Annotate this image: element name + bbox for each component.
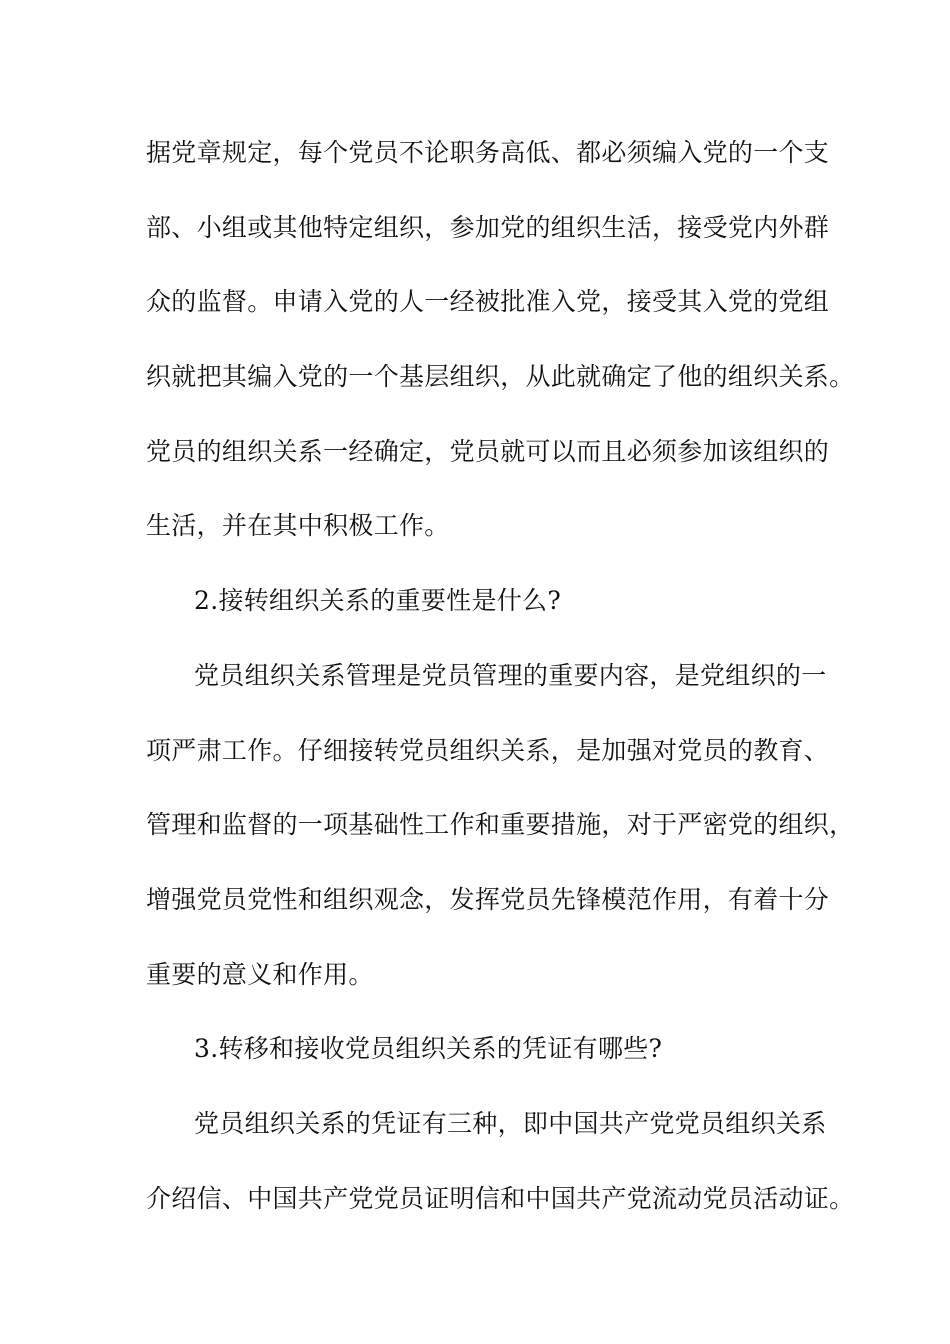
text-line: 党员组织关系的凭证有三种，即中国共产党党员组织关系: [194, 1108, 827, 1138]
text-line: 重要的意义和作用。: [146, 959, 374, 989]
section-heading: 2.接转组织关系的重要性是什么?: [194, 586, 562, 616]
text-line: 织就把其编入党的一个基层组织，从此就确定了他的组织关系。: [146, 362, 855, 392]
text-line: 据党章规定，每个党员不论职务高低、都必须编入党的一个支: [146, 138, 830, 167]
text-line: 党员组织关系管理是党员管理的重要内容，是党组织的一: [194, 660, 827, 690]
text-line: 增强党员党性和组织观念，发挥党员先锋模范作用，有着十分: [146, 884, 830, 914]
text-line: 众的监督。申请入党的人一经被批准入党，接受其入党的党组: [146, 287, 830, 317]
text-line: 生活，并在其中积极工作。: [146, 511, 450, 541]
text-line: 党员的组织关系一经确定，党员就可以而且必须参加该组织的: [146, 436, 830, 466]
section-heading: 3.转移和接收党员组织关系的凭证有哪些?: [194, 1034, 663, 1064]
text-line: 管理和监督的一项基础性工作和重要措施，对于严密党的组织，: [146, 810, 855, 840]
document-body: [146, 128, 855, 1248]
text-line: 项严肃工作。仔细接转党员组织关系，是加强对党员的教育、: [146, 735, 830, 765]
text-line: 介绍信、中国共产党党员证明信和中国共产党流动党员活动证。: [146, 1183, 855, 1213]
text-line: 部、小组或其他特定组织，参加党的组织生活，接受党内外群: [146, 212, 830, 242]
